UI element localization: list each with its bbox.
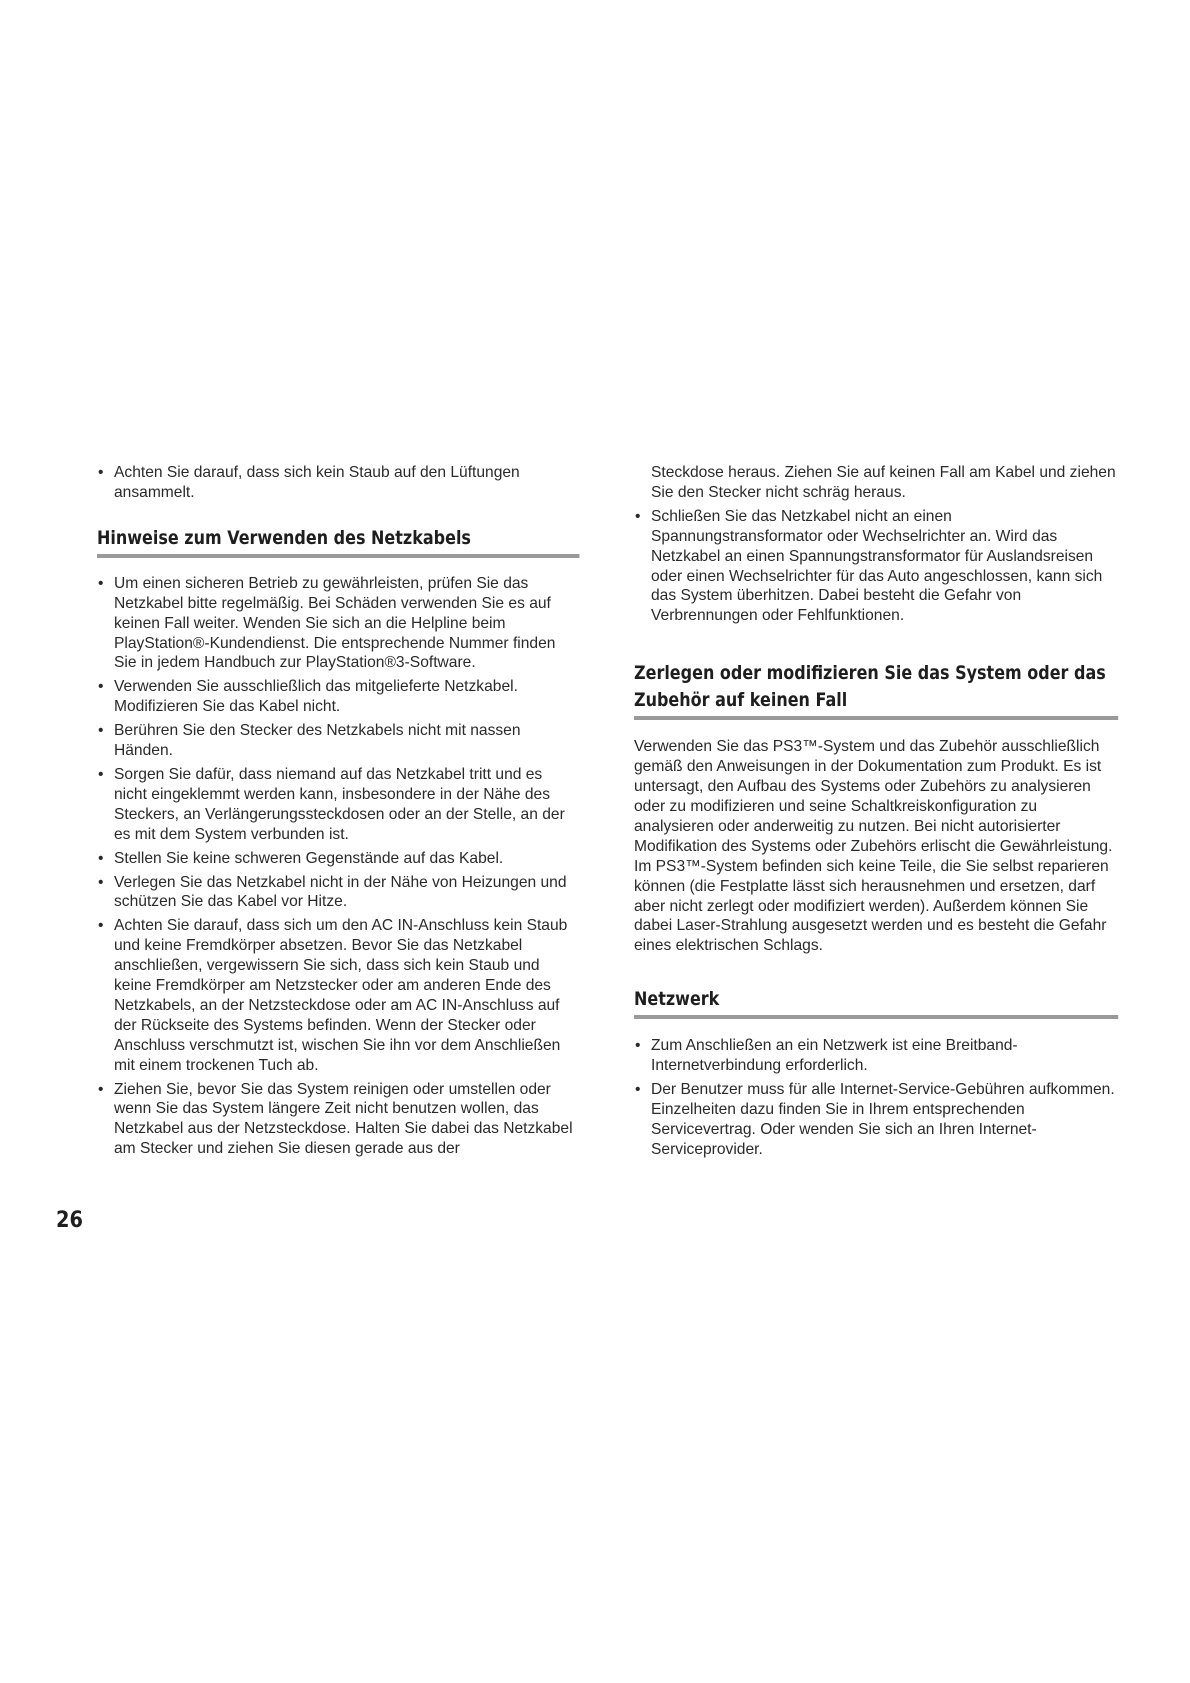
page-number: 26 (56, 1208, 83, 1233)
right-column (634, 463, 1118, 1164)
bullet-broadband: • Zum Anschließen an ein Netzwerk ist eine Breitband-Internetverbindung erforderlich. (634, 1036, 1118, 1076)
section-netzwerk-header (634, 986, 1118, 1019)
bullet-supplied-cable: • Verwenden Sie ausschließlich das mitgelieferte Netzkabel. Modifizieren Sie das Kabel nicht. (97, 677, 579, 717)
bullet-wet-hands: • Berühren Sie den Stecker des Netzkabels nicht mit nassen Händen. (97, 721, 579, 761)
bullet-transformator: • Schließen Sie das Netzkabel nicht an einen Spannungstransformator oder Wechselrichter an. Wird das Netzkabel an einen Spannungstransformator für Auslandsreisen oder einen Wechselrichter für das Auto angeschlossen, kann sich das System überhitzen. Dabei besteht die Gefahr von Verbrennungen oder Fehlfunktionen. (634, 507, 1118, 626)
section-heading-netzkabel: Hinweise zum Verwenden des Netzkabels (97, 525, 579, 558)
bullet-heavy-objects: • Stellen Sie keine schweren Gegenstände auf das Kabel. (97, 849, 579, 869)
section-heading-netzwerk: Netzwerk (634, 986, 1118, 1019)
bullet-do-not-step: • Sorgen Sie dafür, dass niemand auf das Netzkabel tritt und es nicht eingeklemmt werden kann, insbesondere in der Nähe des Steckers, an Verlängerungssteckdosen oder an der Stelle, an der es mit dem System verbunden ist. (97, 765, 579, 845)
left-column (97, 463, 579, 1163)
section-heading-zerlegen: Zerlegen oder modifizieren Sie das System oder das Zubehör auf keinen Fall (634, 660, 1118, 720)
bullet-service-fees: • Der Benutzer muss für alle Internet-Service-Gebühren aufkommen. Einzelheiten dazu finden Sie in Ihrem entsprechenden Servicevertrag. Oder wenden Sie sich an Ihren Internet-Serviceprovider. (634, 1080, 1118, 1160)
section-netzkabel-header (97, 525, 579, 558)
section-zerlegen-header (634, 660, 1118, 720)
paragraph-zerlegen: Verwenden Sie das PS3™-System und das Zubehör ausschließlich gemäß den Anweisungen in der Dokumentation zum Produkt. Es ist untersagt, den Aufbau des Systems oder Zubehörs zu analysieren oder zu modifizieren und seine Schaltkreiskonfiguration zu analysieren oder anderweitig zu nutzen. Bei nicht autorisierter Modifikation des Systems oder Zubehörs erlischt die Gewährleistung. Im PS3™-System befinden sich keine Teile, die Sie selbst reparieren können (die Festplatte lässt sich herausnehmen und ersetzen, darf aber nicht zerlegt oder modifiziert werden). Außerdem können Sie dabei Laser-Strahlung ausgesetzt werden und es besteht die Gefahr eines elektrischen Schlags. (634, 738, 1113, 955)
bullet-heaters: • Verlegen Sie das Netzkabel nicht in der Nähe von Heizungen und schützen Sie das Kabel vor Hitze. (97, 873, 579, 913)
bullet-check-cable: • Um einen sicheren Betrieb zu gewährleisten, prüfen Sie das Netzkabel bitte regelmäßig. Bei Schäden verwenden Sie es auf keinen Fall weiter. Wenden Sie sich an die Helpline beim PlayStation®-Kundendienst. Die entsprechende Nummer finden Sie in jedem Handbuch zur PlayStation®3-Software. (97, 574, 579, 674)
bullet-unplug: • Ziehen Sie, bevor Sie das System reinigen oder umstellen oder wenn Sie das System längere Zeit nicht benutzen wollen, das Netzkabel aus der Netzsteckdose. Halten Sie dabei das Netzkabel am Stecker und ziehen Sie diesen gerade aus der (97, 1080, 579, 1160)
bullet-unplug-continuation: Steckdose heraus. Ziehen Sie auf keinen Fall am Kabel und ziehen Sie den Stecker nicht schräg heraus. (651, 464, 1116, 501)
bullet-ac-in-dust: • Achten Sie darauf, dass sich um den AC IN-Anschluss kein Staub und keine Fremdkörper absetzen. Bevor Sie das Netzkabel anschließen, vergewissern Sie sich, dass sich kein Staub und keine Fremdkörper am Netzstecker oder am anderen Ende des Netzkabels, an der Netzsteckdose oder am AC IN-Anschluss auf der Rückseite des Systems befinden. Wenn der Stecker oder Anschluss verschmutzt ist, wischen Sie ihn vor dem Anschließen mit einem trockenen Tuch ab. (97, 916, 579, 1075)
bullet-dust-vents: • Achten Sie darauf, dass sich kein Staub auf den Lüftungen ansammelt. (97, 463, 579, 503)
